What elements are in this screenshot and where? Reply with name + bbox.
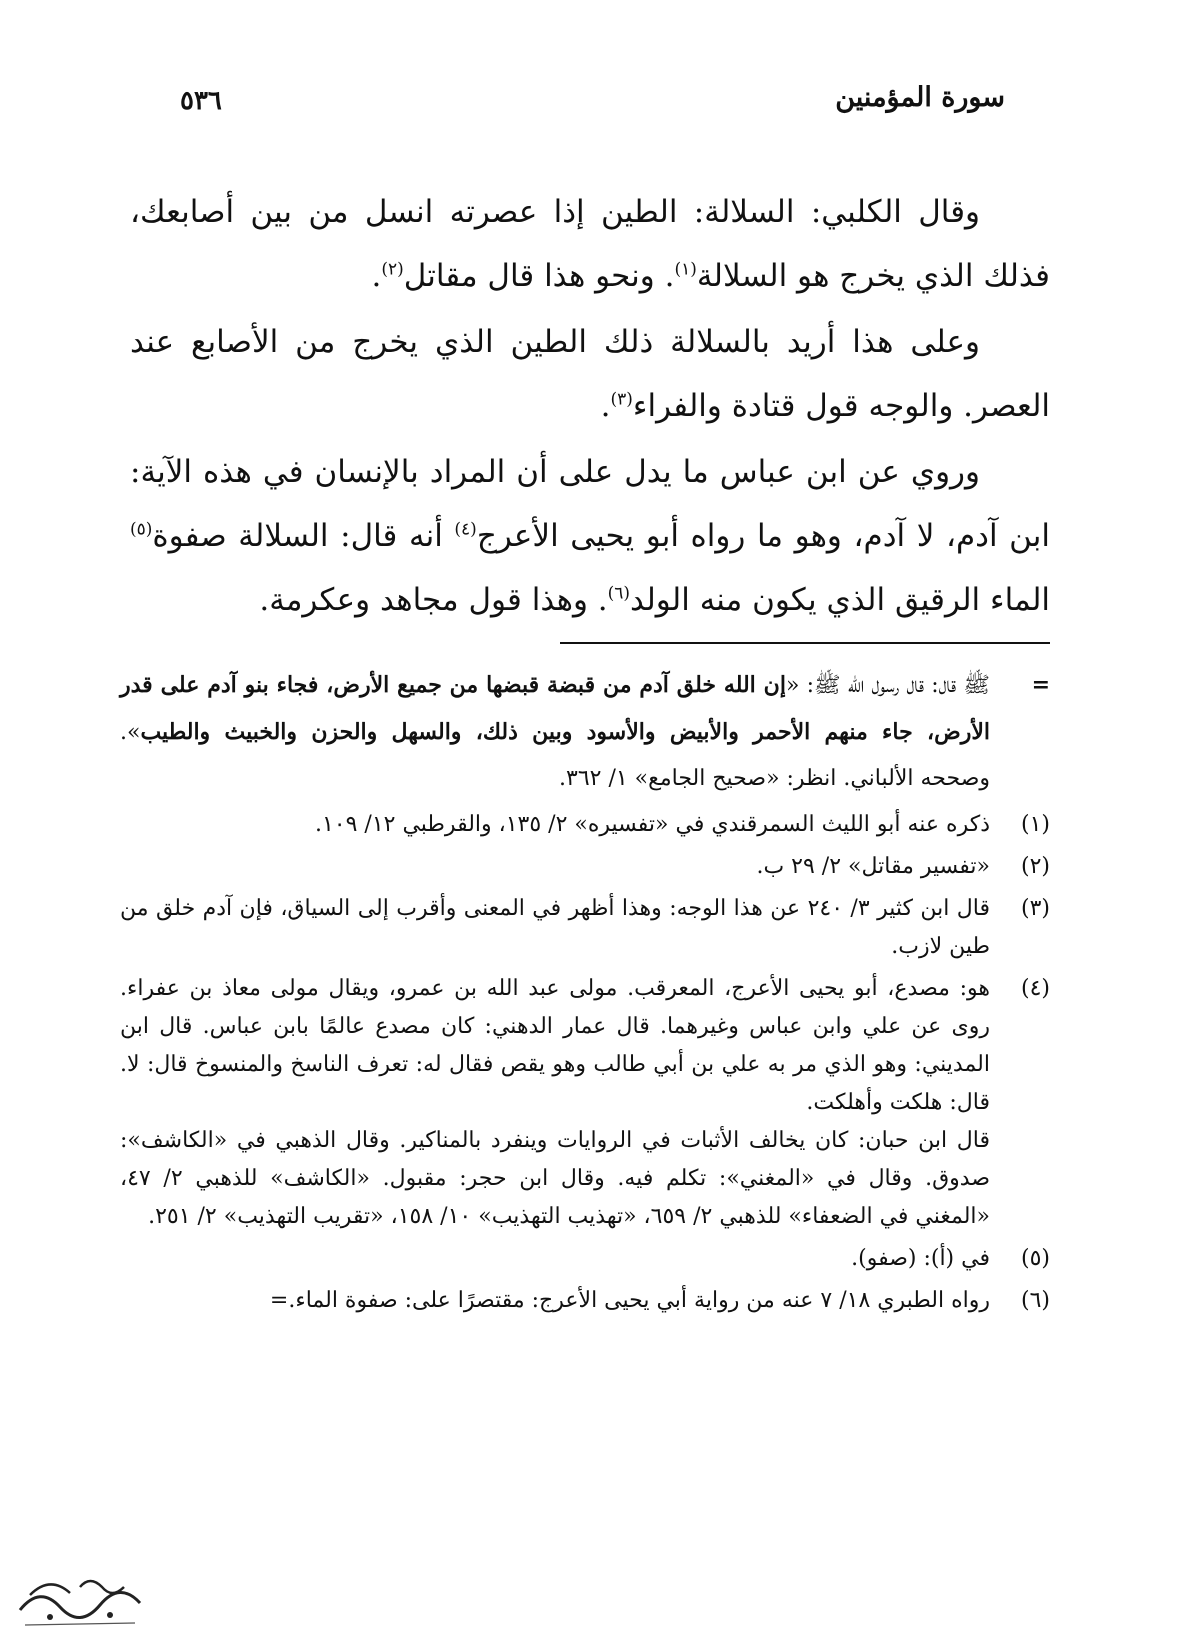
footnote-2 [120, 848, 1050, 886]
footnote-4 [120, 970, 1050, 1236]
library-stamp-logo [10, 1565, 150, 1635]
paragraph-2-end: . [600, 388, 611, 424]
footnote-ref-2: (٢) [381, 259, 404, 280]
continuation-text-a: ﷺ قال: قال رسول الله ﷺ: « [785, 673, 990, 698]
page-header [180, 82, 1005, 132]
continuation-hadith-text: إن الله خلق آدم من قبضة قبضها من جميع الأرض، فجاء بنو آدم على قدر الأرض، جاء منهم الأحمر والأبيض والأسود وبين ذلك، والسهل والحزن والخبيث والطيب [120, 672, 990, 745]
footnote-4-text-b: قال ابن حبان: كان يخالف الأثبات في الروايات وينفرد بالمناكير. وقال الذهبي في «الكاشف»: صدوق. وقال في «المغني»: تكلم فيه. وقال ابن حجر: مقبول. «الكاشف» للذهبي ٢/ ٤٧، «المغني في الضعفاء» للذهبي ٢/ ٦٥٩، «تهذيب التهذيب» ١٠/ ١٥٨، «تقريب التهذيب» ٢/ ٢٥١. [120, 1128, 990, 1229]
footnote-5-text: في (أ): (صفو). [851, 1246, 990, 1271]
footnote-3 [120, 890, 1050, 966]
paragraph-2-text: وعلى هذا أريد بالسلالة ذلك الطين الذي يخرج من الأصابع عند العصر. والوجه قول قتادة والفراء [130, 324, 1050, 424]
paragraph-1-mid: . ونحو هذا قال مقاتل [403, 258, 675, 294]
footnote-6 [120, 1282, 1050, 1320]
surah-title: سورة المؤمنين [835, 82, 1005, 113]
footnote-divider [560, 642, 1050, 644]
paragraph-1 [130, 180, 1050, 308]
main-text [130, 180, 1050, 632]
footnote-1 [120, 806, 1050, 844]
footnote-ref-6: (٦) [607, 583, 631, 604]
footnote-6-number: (٦) [1020, 1288, 1050, 1313]
paragraph-1-end: . [371, 258, 382, 294]
paragraph-3-text-b: أنه قال: السلالة صفوة [152, 518, 455, 554]
footnote-6-text: رواه الطبري ١٨/ ٧ عنه من رواية أبي يحيى الأعرج: مقتصرًا على: صفوة الماء.= [269, 1288, 990, 1313]
paragraph-3-text-a: وروي عن ابن عباس ما يدل على أن المراد بالإنسان في هذه الآية: ابن آدم، لا آدم، وهو ما رواه أبو يحيى الأعرج [130, 454, 1050, 554]
footnote-4-text-a: هو: مصدع، أبو يحيى الأعرج، المعرقب. مولى عبد الله بن عمرو، ويقال مولى معاذ بن عفراء. روى عن علي وابن عباس وغيرهما. قال عمار الدهني: كان مصدع عالمًا بابن عباس. قال ابن المديني: وهو الذي مر به علي بن أبي طالب وهو يقص فقال له: تعرف الناسخ والمنسوخ قال: لا. قال: هلكت وأهلكت. [120, 976, 990, 1115]
footnotes [120, 662, 1050, 1320]
paragraph-2 [130, 310, 1050, 438]
footnote-3-text: قال ابن كثير ٣/ ٢٤٠ عن هذا الوجه: وهذا أظهر في المعنى وأقرب إلى السياق، فإن آدم خلق من طين لازب. [120, 896, 990, 959]
paragraph-3-text-d: . وهذا قول مجاهد وعكرمة. [259, 582, 608, 618]
footnote-ref-5: (٥) [130, 519, 153, 540]
paragraph-3 [130, 440, 1050, 632]
footnote-ref-1: (١) [674, 259, 697, 280]
footnote-ref-3: (٣) [610, 389, 633, 410]
continuation-text-b: ». وصححه الألباني. انظر: «صحيح الجامع» ١/ ٣٦٢. [120, 720, 990, 791]
footnote-4-number: (٤) [1020, 976, 1050, 1001]
paragraph-1-text: وقال الكلبي: السلالة: الطين إذا عصرته انسل من بين أصابعك، فذلك الذي يخرج هو السلالة [130, 194, 1050, 294]
footnote-1-text: ذكره عنه أبو الليث السمرقندي في «تفسيره» ٢/ ١٣٥، والقرطبي ١٢/ ١٠٩. [314, 812, 990, 837]
page-number: ٥٣٦ [180, 86, 222, 116]
footnote-2-text: «تفسير مقاتل» ٢/ ٢٩ ب. [756, 854, 990, 879]
footnote-ref-4: (٤) [454, 519, 477, 540]
footnote-5 [120, 1240, 1050, 1278]
paragraph-3-text-c: الماء الرقيق الذي يكون منه الولد [630, 582, 1050, 618]
footnote-5-number: (٥) [1020, 1246, 1050, 1271]
footnote-2-number: (٢) [1020, 854, 1050, 879]
continuation-mark: = [1031, 672, 1050, 698]
footnote-1-number: (١) [1020, 812, 1050, 837]
footnote-continuation [120, 662, 1050, 802]
footnote-3-number: (٣) [1020, 896, 1050, 921]
